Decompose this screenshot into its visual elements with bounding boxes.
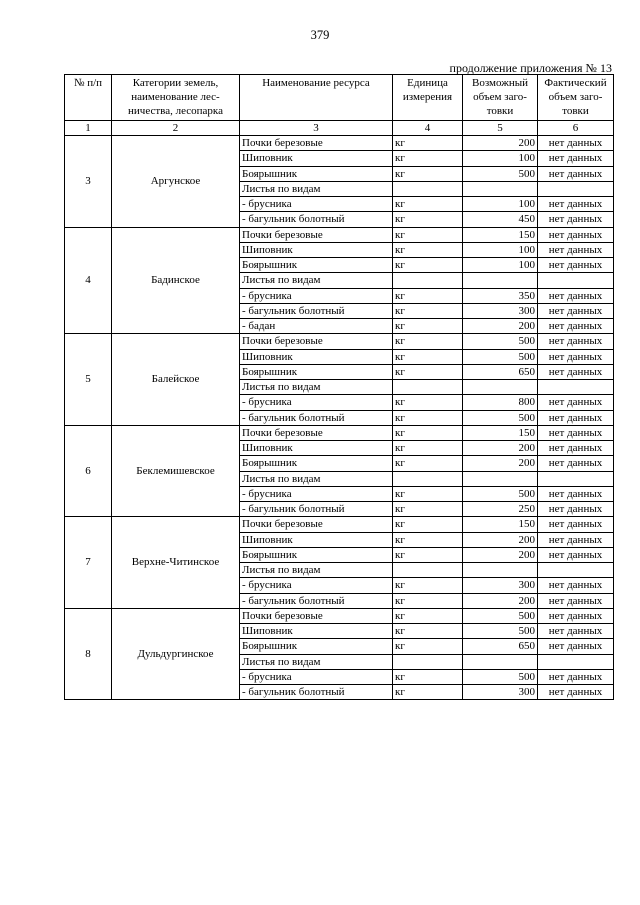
actual-volume-cell [538,471,614,486]
resource-name: Листья по видам [240,181,393,196]
resource-name: Почки березовые [240,608,393,623]
actual-volume-cell: нет данных [538,624,614,639]
actual-volume-cell: нет данных [538,685,614,700]
resource-name: - брусника [240,395,393,410]
forestry-name: Аргунское [112,136,240,228]
resource-name: - багульник болотный [240,685,393,700]
unit-cell [393,471,463,486]
actual-volume-cell: нет данных [538,166,614,181]
possible-volume-cell: 200 [463,441,538,456]
actual-volume-cell: нет данных [538,303,614,318]
possible-volume-cell: 500 [463,486,538,501]
possible-volume-cell: 500 [463,608,538,623]
actual-volume-cell: нет данных [538,608,614,623]
possible-volume-cell: 650 [463,364,538,379]
unit-cell: кг [393,578,463,593]
resource-name: Шиповник [240,151,393,166]
possible-volume-cell: 200 [463,456,538,471]
possible-volume-cell: 650 [463,639,538,654]
actual-volume-cell: нет данных [538,258,614,273]
unit-cell: кг [393,288,463,303]
resource-name: - багульник болотный [240,303,393,318]
possible-volume-cell: 200 [463,532,538,547]
forestry-number: 8 [65,608,112,700]
actual-volume-cell: нет данных [538,334,614,349]
unit-cell [393,273,463,288]
table-row [65,136,614,151]
possible-volume-cell [463,273,538,288]
possible-volume-cell: 500 [463,334,538,349]
actual-volume-cell: нет данных [538,242,614,257]
unit-cell: кг [393,151,463,166]
unit-cell: кг [393,608,463,623]
unit-cell [393,563,463,578]
unit-cell: кг [393,502,463,517]
unit-cell [393,654,463,669]
column-number: 2 [112,121,240,136]
possible-volume-cell: 250 [463,502,538,517]
forestry-number: 6 [65,425,112,517]
actual-volume-cell [538,380,614,395]
possible-volume-cell: 200 [463,547,538,562]
resource-name: Шиповник [240,532,393,547]
unit-cell: кг [393,349,463,364]
continuation-note: продолжение приложения № 13 [449,61,612,75]
resource-name: Боярышник [240,547,393,562]
possible-volume-cell [463,380,538,395]
possible-volume-cell: 450 [463,212,538,227]
unit-cell [393,380,463,395]
actual-volume-cell: нет данных [538,593,614,608]
possible-volume-cell: 100 [463,197,538,212]
actual-volume-cell: нет данных [538,212,614,227]
header-number: № п/п [65,75,112,121]
unit-cell: кг [393,532,463,547]
possible-volume-cell [463,563,538,578]
table-row [65,334,614,349]
resource-name: Шиповник [240,441,393,456]
actual-volume-cell: нет данных [538,532,614,547]
unit-cell: кг [393,639,463,654]
resource-name: - брусника [240,197,393,212]
unit-cell: кг [393,486,463,501]
resource-name: - багульник болотный [240,593,393,608]
unit-cell: кг [393,517,463,532]
unit-cell: кг [393,410,463,425]
actual-volume-cell: нет данных [538,517,614,532]
forestry-number: 3 [65,136,112,228]
possible-volume-cell [463,654,538,669]
table-row [65,517,614,532]
actual-volume-cell: нет данных [538,425,614,440]
actual-volume-cell: нет данных [538,502,614,517]
unit-cell: кг [393,334,463,349]
resource-name: Почки березовые [240,517,393,532]
resource-name: Боярышник [240,639,393,654]
actual-volume-cell: нет данных [538,151,614,166]
table-row [65,425,614,440]
resource-table [64,74,614,700]
resource-name: Боярышник [240,456,393,471]
column-number: 4 [393,121,463,136]
unit-cell: кг [393,364,463,379]
resource-name: - брусника [240,288,393,303]
unit-cell [393,181,463,196]
forestry-name: Бадинское [112,227,240,334]
column-number: 3 [240,121,393,136]
resource-name: - багульник болотный [240,502,393,517]
page-number: 379 [310,28,330,42]
possible-volume-cell: 500 [463,349,538,364]
resource-name: - брусника [240,578,393,593]
unit-cell: кг [393,319,463,334]
unit-cell: кг [393,685,463,700]
resource-name: Боярышник [240,258,393,273]
actual-volume-cell [538,563,614,578]
possible-volume-cell: 500 [463,166,538,181]
possible-volume-cell: 100 [463,151,538,166]
resource-name: Боярышник [240,364,393,379]
actual-volume-cell: нет данных [538,441,614,456]
resource-name: Почки березовые [240,334,393,349]
actual-volume-cell: нет данных [538,197,614,212]
column-number: 5 [463,121,538,136]
unit-cell: кг [393,197,463,212]
unit-cell: кг [393,136,463,151]
resource-name: - брусника [240,669,393,684]
possible-volume-cell: 200 [463,136,538,151]
actual-volume-cell: нет данных [538,349,614,364]
resource-name: - брусника [240,486,393,501]
resource-name: - багульник болотный [240,212,393,227]
possible-volume-cell: 500 [463,669,538,684]
header-category: Категории земель, наименование лес-ничества, лесопарка [112,75,240,121]
table-row [65,227,614,242]
unit-cell: кг [393,395,463,410]
unit-cell: кг [393,624,463,639]
unit-cell: кг [393,441,463,456]
resource-name: Почки березовые [240,136,393,151]
resource-name: Почки березовые [240,425,393,440]
actual-volume-cell: нет данных [538,319,614,334]
unit-cell: кг [393,547,463,562]
possible-volume-cell [463,181,538,196]
resource-name: Шиповник [240,624,393,639]
possible-volume-cell: 150 [463,227,538,242]
resource-name: Шиповник [240,242,393,257]
forestry-name: Балейское [112,334,240,426]
possible-volume-cell: 200 [463,319,538,334]
table-row [65,608,614,623]
unit-cell: кг [393,212,463,227]
column-number: 1 [65,121,112,136]
possible-volume-cell: 100 [463,242,538,257]
actual-volume-cell: нет данных [538,578,614,593]
resource-name: Листья по видам [240,654,393,669]
resource-name: Шиповник [240,349,393,364]
unit-cell: кг [393,227,463,242]
forestry-number: 5 [65,334,112,426]
actual-volume-cell: нет данных [538,669,614,684]
possible-volume-cell: 350 [463,288,538,303]
unit-cell: кг [393,456,463,471]
header-unit: Единица измерения [393,75,463,121]
actual-volume-cell: нет данных [538,547,614,562]
unit-cell: кг [393,425,463,440]
unit-cell: кг [393,242,463,257]
actual-volume-cell [538,654,614,669]
resource-name: Листья по видам [240,380,393,395]
possible-volume-cell: 200 [463,593,538,608]
actual-volume-cell: нет данных [538,395,614,410]
header-actual-volume: Фактический объем заго-товки [538,75,614,121]
resource-name: Листья по видам [240,563,393,578]
header-possible-volume: Возможный объем заго-товки [463,75,538,121]
unit-cell: кг [393,303,463,318]
actual-volume-cell: нет данных [538,364,614,379]
unit-cell: кг [393,669,463,684]
forestry-number: 4 [65,227,112,334]
possible-volume-cell: 150 [463,425,538,440]
forestry-name: Верхне-Читинское [112,517,240,609]
actual-volume-cell: нет данных [538,486,614,501]
possible-volume-cell: 300 [463,578,538,593]
resource-name: - багульник болотный [240,410,393,425]
unit-cell: кг [393,166,463,181]
unit-cell: кг [393,258,463,273]
actual-volume-cell: нет данных [538,288,614,303]
resource-name: Почки березовые [240,227,393,242]
resource-name: Листья по видам [240,471,393,486]
forestry-number: 7 [65,517,112,609]
actual-volume-cell [538,273,614,288]
resource-name: Листья по видам [240,273,393,288]
possible-volume-cell: 300 [463,685,538,700]
possible-volume-cell: 800 [463,395,538,410]
actual-volume-cell [538,181,614,196]
forestry-name: Беклемишевское [112,425,240,517]
actual-volume-cell: нет данных [538,136,614,151]
possible-volume-cell: 150 [463,517,538,532]
possible-volume-cell: 100 [463,258,538,273]
header-resource: Наименование ресурса [240,75,393,121]
actual-volume-cell: нет данных [538,456,614,471]
possible-volume-cell [463,471,538,486]
actual-volume-cell: нет данных [538,227,614,242]
table-body [65,136,614,700]
actual-volume-cell: нет данных [538,639,614,654]
possible-volume-cell: 300 [463,303,538,318]
possible-volume-cell: 500 [463,624,538,639]
possible-volume-cell: 500 [463,410,538,425]
column-number: 6 [538,121,614,136]
actual-volume-cell: нет данных [538,410,614,425]
resource-name: - бадан [240,319,393,334]
forestry-name: Дульдургинское [112,608,240,700]
unit-cell: кг [393,593,463,608]
resource-name: Боярышник [240,166,393,181]
